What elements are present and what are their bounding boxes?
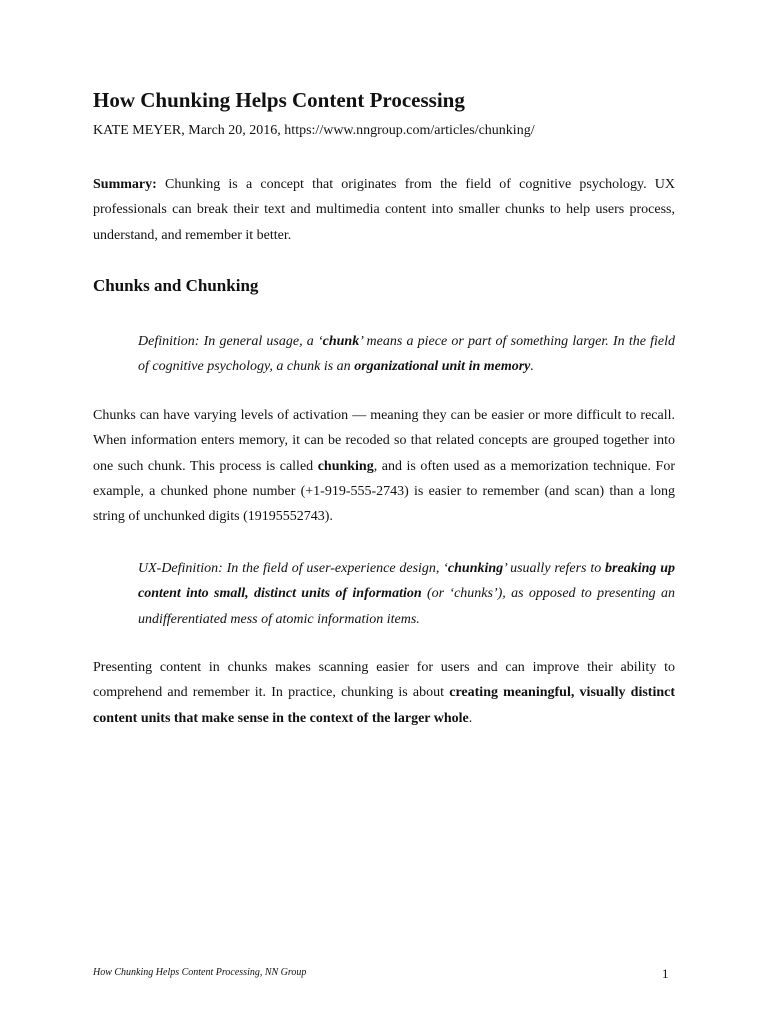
ux-definition-bold-term: chunking — [447, 561, 504, 576]
section-heading: Chunks and Chunking — [93, 276, 259, 295]
definition-text: . — [530, 359, 534, 375]
paragraph-text: Presenting content in chunks makes scanning easier for users and can improve their ability to comprehend and remember it. In practice, chunking is about — [93, 660, 675, 701]
presenting-paragraph — [93, 655, 675, 731]
ux-definition-block — [138, 556, 675, 632]
ux-definition-text: UX-Definition: In the field of user-experience design, ‘ — [138, 561, 448, 576]
definition-bold-term: organizational unit in memory — [354, 359, 531, 375]
summary-paragraph — [93, 172, 675, 248]
paragraph-bold-phrase: creating meaningful, visually distinct content units that make sense in the context of the larger whole — [93, 685, 675, 726]
document-title: How Chunking Helps Content Processing — [93, 88, 465, 112]
paragraph-text: Chunks can have varying levels of activation — meaning they can be easier or more difficult to recall. When information enters memory, it can be recoded so that related concepts are grouped together into one such chunk. This process is called — [93, 408, 675, 474]
paragraph-text: , and is often used as a memorization technique. For example, a chunked phone number (+1-919-555-2743) is easier to remember (and scan) than a long string of unchunked digits (19195552743). — [93, 458, 675, 525]
summary-label: Summary: — [93, 177, 157, 192]
byline: KATE MEYER, March 20, 2016, https://www.nngroup.com/articles/chunking/ — [93, 123, 535, 138]
paragraph-bold-term: chunking — [317, 458, 374, 474]
page-number: 1 — [662, 966, 669, 981]
definition-text: Definition: In general usage, a ‘ — [138, 334, 323, 349]
summary-text: Chunking is a concept that originates from the field of cognitive psychology. UX professionals can break their text and multimedia content into smaller chunks to help users process, understand, and remember it better. — [93, 177, 675, 243]
definition-text: ’ means a piece or part of something larger. In the field of cognitive psychology, a chunk is an — [138, 334, 676, 375]
definition-block — [138, 329, 675, 380]
footer-title: How Chunking Helps Content Processing, NN Group — [93, 967, 307, 978]
chunks-paragraph — [93, 403, 675, 529]
paragraph-text: . — [468, 710, 473, 726]
ux-definition-bold-phrase: breaking up content into small, distinct units of information — [138, 561, 675, 602]
definition-bold-chunk: chunk — [322, 334, 360, 349]
ux-definition-text: (or ‘chunks’), as opposed to presenting an undifferentiated mess of atomic information items. — [138, 586, 675, 627]
ux-definition-text: ’ usually refers to — [503, 561, 606, 576]
